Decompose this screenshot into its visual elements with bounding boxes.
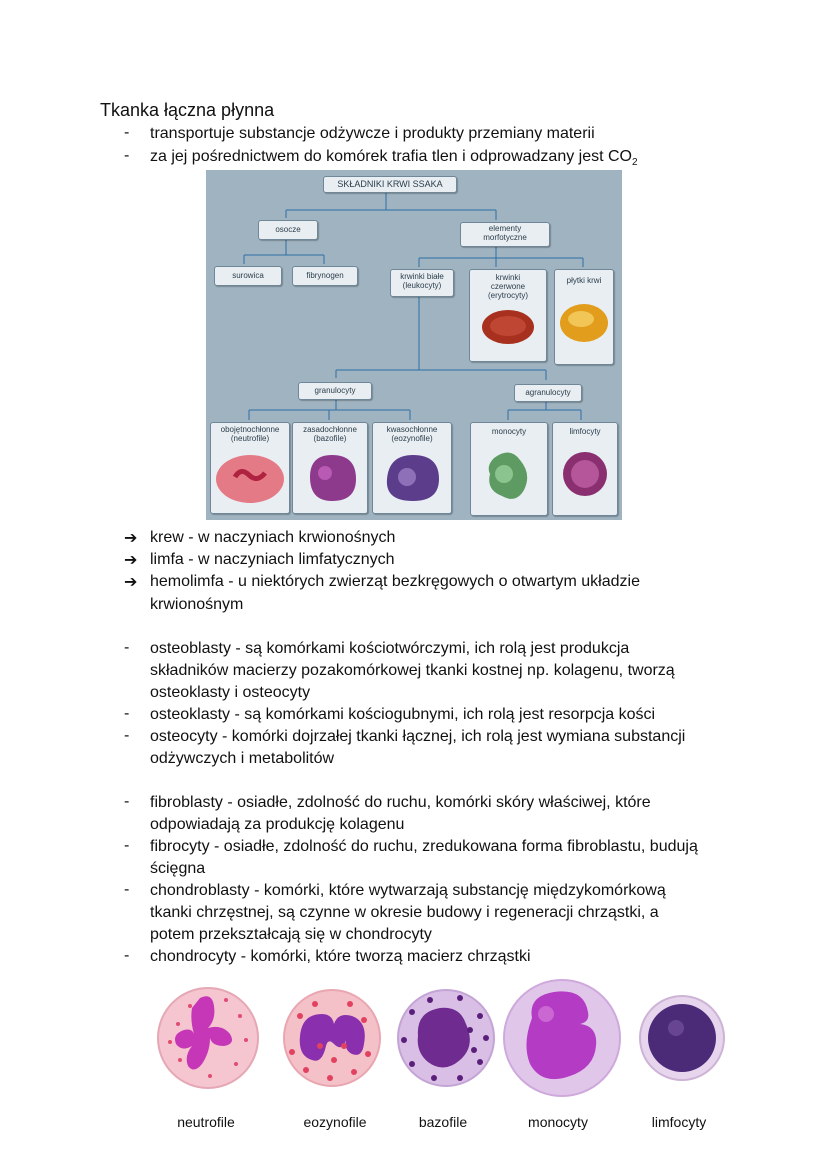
diagram-monocyty-label: monocyty [491,427,527,436]
diagram-neutrofile-1: obojętnochłonne [220,425,280,434]
arrow-line-1: krew - w naczyniach krwionośnych [150,529,396,546]
diagram-plytki [554,269,614,365]
diagram-surowica: surowica [214,266,282,286]
diagram-granulocyty: granulocyty [298,382,372,400]
fibro-line-7: potem przekształcają się w chondrocyty [150,926,432,943]
label-bazofile: bazofile [418,1114,468,1130]
fibro-line-3: fibrocyty - osiadłe, zdolność do ruchu, zredukowana forma fibroblastu, budują [150,838,698,855]
arrow-icon: ➔ [124,552,138,569]
fibro-line-1: fibroblasty - osiadłe, zdolność do ruchu, komórki skóry właściwej, które [150,794,651,811]
bone-line-6: odżywczych i metabolitów [150,750,335,767]
bone-line-5: osteocyty - komórki dojrzałej tkanki łącznej, ich rolą jest wymiana substancji [150,728,686,745]
intro-line-2-text: za jej pośrednictwem do komórek trafia tlen i odprowadzany jest CO [150,148,632,165]
basophil-image [295,447,365,507]
label-monocyty: monocyty [528,1114,588,1130]
bone-line-2: składników macierzy pozakomórkowej tkanki kostnej np. kolagenu, tworzą [150,662,675,679]
diagram-neutrofile [210,422,290,514]
monocyte-image [474,438,544,508]
diagram-root: SKŁADNIKI KRWI SSAKA [323,176,457,193]
diagram-osocze: osocze [258,220,318,240]
label-neutrofile: neutrofile [177,1114,235,1130]
bullet-dash: - [124,793,130,810]
blood-components-diagram [206,170,622,520]
fibro-line-8: chondrocyty - komórki, które tworzą macierz chrząstki [150,948,531,965]
white-blood-cells-illustration [150,976,730,1110]
diagram-erytrocyty-3: (erytrocyty) [488,291,528,300]
diagram-eozynofile-2: (eozynofile) [391,434,433,443]
eosinophil-image [375,447,449,507]
diagram-limfocyty [552,422,618,516]
fibro-line-2: odpowiadają za produkcję kolagenu [150,816,405,833]
basophil-illustration [398,990,494,1086]
diagram-leukocyty [390,269,454,297]
neutrophil-image [213,447,287,507]
diagram-agranulocyty: agranulocyty [514,384,582,402]
diagram-erytrocyty-2: czerwone [490,282,526,291]
diagram-erytrocyty [469,269,547,362]
bullet-dash: - [124,947,130,964]
co2-subscript: 2 [632,157,638,169]
diagram-elementy [460,222,550,247]
label-eozynofile: eozynofile [303,1114,367,1130]
arrow-line-2: limfa - w naczyniach limfatycznych [150,551,395,568]
diagram-bazofile-2: (bazofile) [313,434,347,443]
bullet-dash: - [124,147,130,164]
arrow-line-3: hemolimfa - u niektórych zwierząt bezkręgowych o otwartym układzie [150,573,640,590]
fibro-line-4: ścięgna [150,860,206,877]
arrow-icon: ➔ [124,574,138,591]
intro-line-1: transportuje substancje odżywcze i produkty przemiany materii [150,125,595,142]
diagram-eozynofile [372,422,452,514]
fibro-line-5: chondroblasty - komórki, które wytwarzają substancję międzykomórkową [150,882,666,899]
label-limfocyty: limfocyty [651,1114,707,1130]
bullet-dash: - [124,639,130,656]
bullet-dash: - [124,124,130,141]
lymphocyte-illustration [640,996,724,1080]
bone-line-3: osteoklasty i osteocyty [150,684,311,701]
fibro-line-6: tkanki chrzęstnej, są czynne w okresie budowy i regeneracji chrząstki, a [150,904,659,921]
lymphocyte-image [555,440,615,506]
diagram-plytki-label: płytki krwi [566,276,602,285]
eosinophil-illustration [284,990,380,1086]
diagram-fibrynogen: fibrynogen [292,266,358,286]
diagram-eozynofile-1: kwasochłonne [386,425,438,434]
diagram-monocyty [470,422,548,516]
bullet-dash: - [124,727,130,744]
diagram-elementy-2: morfotyczne [483,233,527,242]
diagram-leukocyty-1: krwinki białe [400,272,444,281]
bullet-dash: - [124,881,130,898]
page-title: Tkanka łączna płynna [100,100,275,120]
diagram-leukocyty-2: (leukocyty) [402,281,442,290]
diagram-limfocyty-label: limfocyty [569,427,601,436]
monocyte-illustration [504,980,620,1096]
bullet-dash: - [124,837,130,854]
bone-line-1: osteoblasty - są komórkami kościotwórczymi, ich rolą jest produkcja [150,640,630,657]
platelet-image [556,293,612,349]
arrow-icon: ➔ [124,530,138,547]
bone-line-4: osteoklasty - są komórkami kościogubnymi, ich rolą jest resorpcja kości [150,706,656,723]
diagram-erytrocyty-1: krwinki [495,273,521,282]
diagram-elementy-1: elementy [488,224,522,233]
arrow-line-4: krwionośnym [150,596,244,613]
diagram-neutrofile-2: (neutrofile) [230,434,270,443]
neutrophil-illustration [158,988,258,1088]
diagram-bazofile-1: zasadochłonne [303,425,357,434]
bullet-dash: - [124,705,130,722]
erythrocyte-image [478,302,538,352]
diagram-bazofile [292,422,368,514]
